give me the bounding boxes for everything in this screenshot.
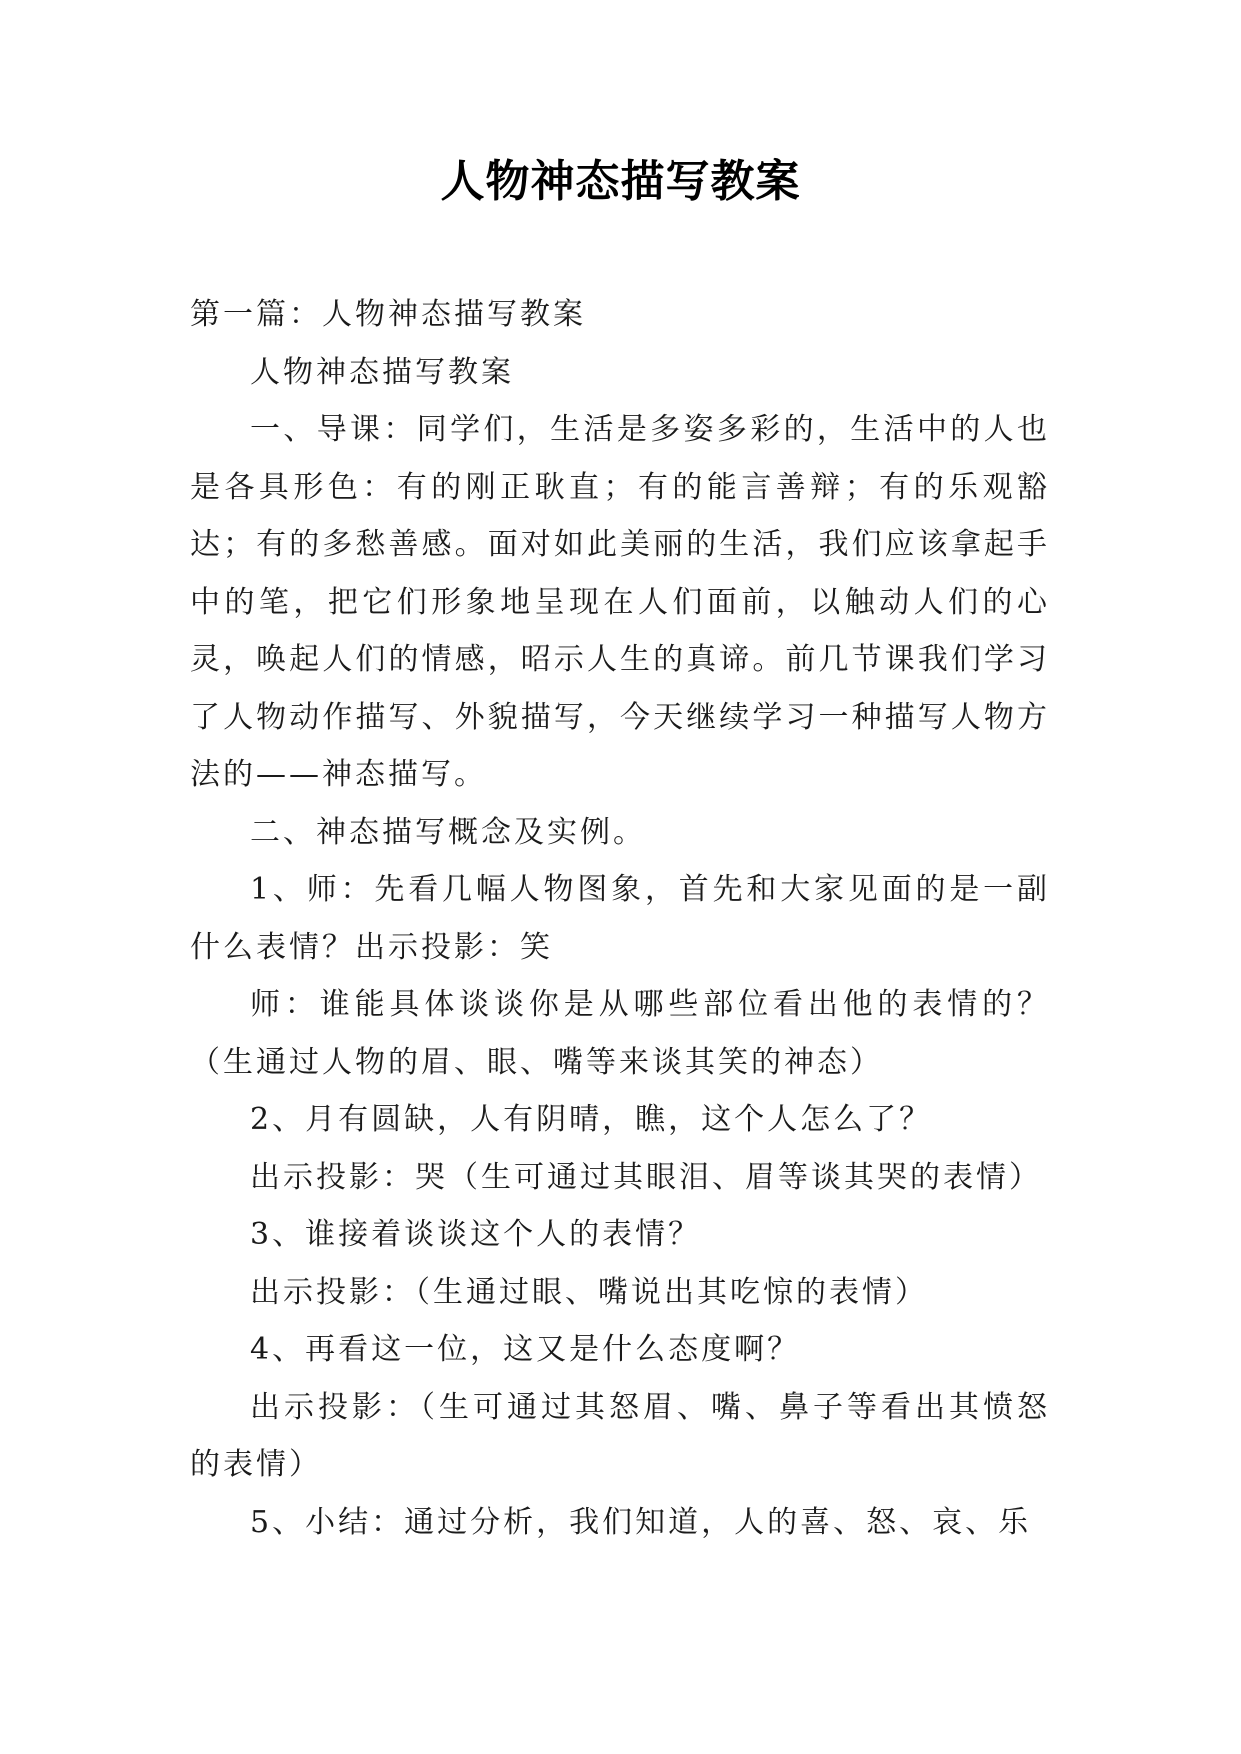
document-title: 人物神态描写教案	[440, 156, 801, 207]
paragraph-teacher-question: 师：谁能具体谈谈你是从哪些部位看出他的表情的？（生通过人物的眉、眼、嘴等来谈其笑的神态）	[190, 987, 1050, 1080]
paragraph-item-4: 4、再看这一位，这又是什么态度啊？	[250, 1332, 801, 1367]
paragraph-item-2: 2、月有圆缺，人有阴晴，瞧，这个人怎么了？	[250, 1102, 933, 1137]
paragraph-projection-surprise: 出示投影：（生通过眼、嘴说出其吃惊的表情）	[250, 1274, 928, 1310]
paragraph-projection-cry: 出示投影：哭（生可通过其眼泪、眉等谈其哭的表情）	[250, 1159, 1042, 1195]
paragraph-subtitle: 人物神态描写教案	[250, 354, 514, 390]
paragraph-projection-anger: 出示投影：（生可通过其怒眉、嘴、鼻子等看出其愤怒的表情）	[190, 1389, 1050, 1482]
paragraph-item-1: 1、师：先看几幅人物图象，首先和大家见面的是一副什么表情？出示投影：笑	[190, 872, 1050, 965]
paragraph-introduction: 一、导课：同学们，生活是多姿多彩的，生活中的人也是各具形色：有的刚正耿直；有的能言善辩；有的乐观豁达；有的多愁善感。面对如此美丽的生活，我们应该拿起手中的笔，把它们形象地呈现在人们面前，以触动人们的心灵，唤起人们的情感，昭示人生的真谛。前几节课我们学习了人物动作描写、外貌描写，今天继续学习一种描写人物方法的——神态描写。	[190, 412, 1050, 792]
paragraph-part-heading: 第一篇：人物神态描写教案	[190, 297, 586, 332]
document-body	[190, 286, 1050, 1551]
paragraph-item-5-summary: 5、小结：通过分析，我们知道，人的喜、怒、哀、乐	[250, 1504, 1032, 1540]
paragraph-section-two-heading: 二、神态描写概念及实例。	[250, 814, 646, 850]
paragraph-item-3: 3、谁接着谈谈这个人的表情？	[250, 1217, 702, 1252]
